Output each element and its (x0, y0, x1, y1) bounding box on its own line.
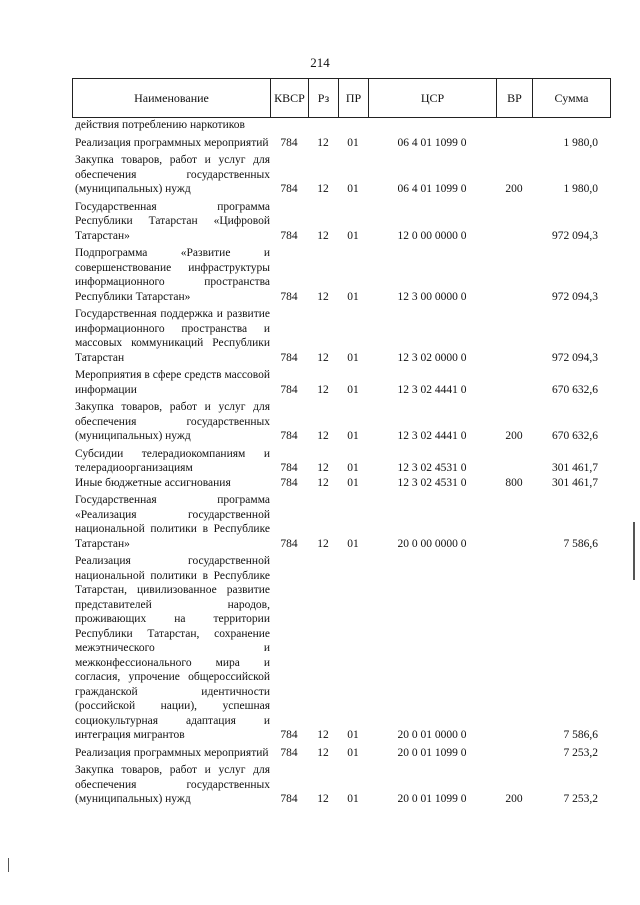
row-rz: 12 (317, 136, 329, 149)
row-sum: 972 094,3 (552, 351, 598, 364)
table-row (72, 307, 610, 365)
row-vr: 200 (505, 183, 523, 195)
row-pr: 01 (347, 183, 359, 195)
row-sum: 670 632,6 (552, 383, 598, 396)
row-kvsr: 784 (280, 793, 298, 805)
table-body (72, 118, 610, 807)
table-row (72, 246, 610, 304)
row-vr: 200 (505, 793, 523, 805)
table-row (72, 118, 610, 133)
row-sum: 972 094,3 (552, 229, 598, 242)
row-pr: 01 (347, 383, 359, 396)
row-pr: 01 (347, 351, 359, 364)
table-row (72, 400, 610, 444)
row-pr: 01 (347, 290, 359, 303)
row-name: Субсидии телерадиокомпаниям и телерадиоорганизациям (75, 447, 270, 474)
row-name: действия потреблению наркотиков (75, 119, 245, 131)
row-pr: 01 (347, 462, 359, 474)
header-kvsr: КВСР (271, 79, 309, 118)
row-pr: 01 (347, 229, 359, 242)
table-row (72, 447, 610, 476)
header-pr: ПР (339, 79, 369, 118)
row-kvsr: 784 (280, 136, 298, 149)
row-sum: 1 980,0 (563, 136, 598, 149)
row-name: Реализация программных мероприятий (75, 746, 269, 759)
row-name: Государственная программа Республики Татарстан «Цифровой Татарстан» (75, 200, 270, 242)
row-rz: 12 (317, 229, 329, 242)
row-name: Иные бюджетные ассигнования (75, 476, 231, 489)
row-name: Государственная поддержка и развитие информационного пространства и массовых коммуникаций Республики Татарстан (75, 308, 270, 364)
row-sum: 7 253,2 (563, 746, 598, 759)
row-sum: 670 632,6 (552, 430, 598, 442)
table-row (72, 554, 610, 743)
row-csr: 20 0 00 0000 0 (397, 537, 467, 550)
row-csr: 12 3 00 0000 0 (397, 290, 467, 303)
row-csr: 12 3 02 4531 0 (397, 476, 467, 489)
row-csr: 06 4 01 1099 0 (397, 183, 467, 195)
row-name: Подпрограмма «Развитие и совершенствование инфраструктуры информационного пространства Республики Татарстан» (75, 247, 270, 303)
row-vr: 200 (505, 430, 523, 442)
row-rz: 12 (317, 430, 329, 442)
row-kvsr: 784 (280, 351, 298, 364)
row-csr: 12 0 00 0000 0 (397, 229, 467, 242)
row-sum: 301 461,7 (552, 476, 598, 489)
row-sum: 7 586,6 (563, 537, 598, 550)
row-name: Закупка товаров, работ и услуг для обеспечения государственных (муниципальных) нужд (75, 764, 270, 805)
page-number: 214 (310, 55, 330, 70)
scan-artifact-mark (633, 522, 635, 580)
row-csr: 20 0 01 1099 0 (397, 793, 467, 805)
row-csr: 20 0 01 1099 0 (397, 746, 467, 759)
row-kvsr: 784 (280, 290, 298, 303)
row-pr: 01 (347, 729, 359, 741)
header-vr: ВР (497, 79, 533, 118)
row-kvsr: 784 (280, 476, 298, 489)
row-rz: 12 (317, 183, 329, 195)
header-csr: ЦСР (369, 79, 497, 118)
table-row (72, 136, 610, 151)
row-pr: 01 (347, 537, 359, 550)
row-rz: 12 (317, 290, 329, 303)
row-name: Закупка товаров, работ и услуг для обеспечения государственных (муниципальных) нужд (75, 154, 270, 195)
row-csr: 12 3 02 4531 0 (397, 462, 467, 474)
row-rz: 12 (317, 462, 329, 474)
row-rz: 12 (317, 383, 329, 396)
table-row (72, 200, 610, 244)
row-rz: 12 (317, 729, 329, 741)
row-kvsr: 784 (280, 430, 298, 442)
row-rz: 12 (317, 476, 329, 489)
row-sum: 7 586,6 (563, 729, 598, 741)
row-pr: 01 (347, 746, 359, 759)
header-sum: Сумма (533, 79, 611, 118)
row-kvsr: 784 (280, 462, 298, 474)
table-row (72, 746, 610, 761)
row-vr: 800 (505, 476, 523, 489)
row-sum: 7 253,2 (563, 793, 598, 805)
table-header (72, 78, 611, 118)
table-row (72, 763, 610, 807)
row-rz: 12 (317, 746, 329, 759)
row-csr: 12 3 02 0000 0 (397, 351, 467, 364)
row-rz: 12 (317, 793, 329, 805)
row-kvsr: 784 (280, 729, 298, 741)
row-kvsr: 784 (280, 383, 298, 396)
row-sum: 972 094,3 (552, 290, 598, 303)
table-row (72, 153, 610, 197)
row-sum: 301 461,7 (552, 462, 598, 474)
row-csr: 20 0 01 0000 0 (397, 729, 467, 741)
header-name: Наименование (73, 79, 271, 118)
row-pr: 01 (347, 476, 359, 489)
table-row (72, 476, 610, 491)
header-rz: Рз (309, 79, 339, 118)
row-kvsr: 784 (280, 537, 298, 550)
scan-artifact-mark (8, 858, 9, 872)
row-pr: 01 (347, 793, 359, 805)
table-row (72, 493, 610, 551)
row-kvsr: 784 (280, 183, 298, 195)
table-row (72, 368, 610, 397)
row-name: Реализация программных мероприятий (75, 136, 269, 149)
row-pr: 01 (347, 430, 359, 442)
row-csr: 12 3 02 4441 0 (397, 430, 467, 442)
row-kvsr: 784 (280, 746, 298, 759)
row-csr: 12 3 02 4441 0 (397, 383, 467, 396)
row-sum: 1 980,0 (563, 183, 598, 195)
row-rz: 12 (317, 351, 329, 364)
row-name: Мероприятия в сфере средств массовой информации (75, 369, 270, 396)
row-kvsr: 784 (280, 229, 298, 242)
row-name: Реализация государственной национальной политики в Республике Татарстан, цивилизованное развитие представителей народов, проживающих на территории Республики Татарстан, сохранение межэтнического и межконфессионального мира и согласия, упрочение общероссийской гражданской идентичности (российской нации), успешная социокультурная адаптация и интеграция мигрантов (75, 555, 270, 741)
row-name: Государственная программа «Реализация государственной национальной политики в Республике Татарстан» (75, 494, 270, 550)
row-csr: 06 4 01 1099 0 (397, 136, 467, 149)
row-pr: 01 (347, 136, 359, 149)
row-name: Закупка товаров, работ и услуг для обеспечения государственных (муниципальных) нужд (75, 401, 270, 442)
row-rz: 12 (317, 537, 329, 550)
